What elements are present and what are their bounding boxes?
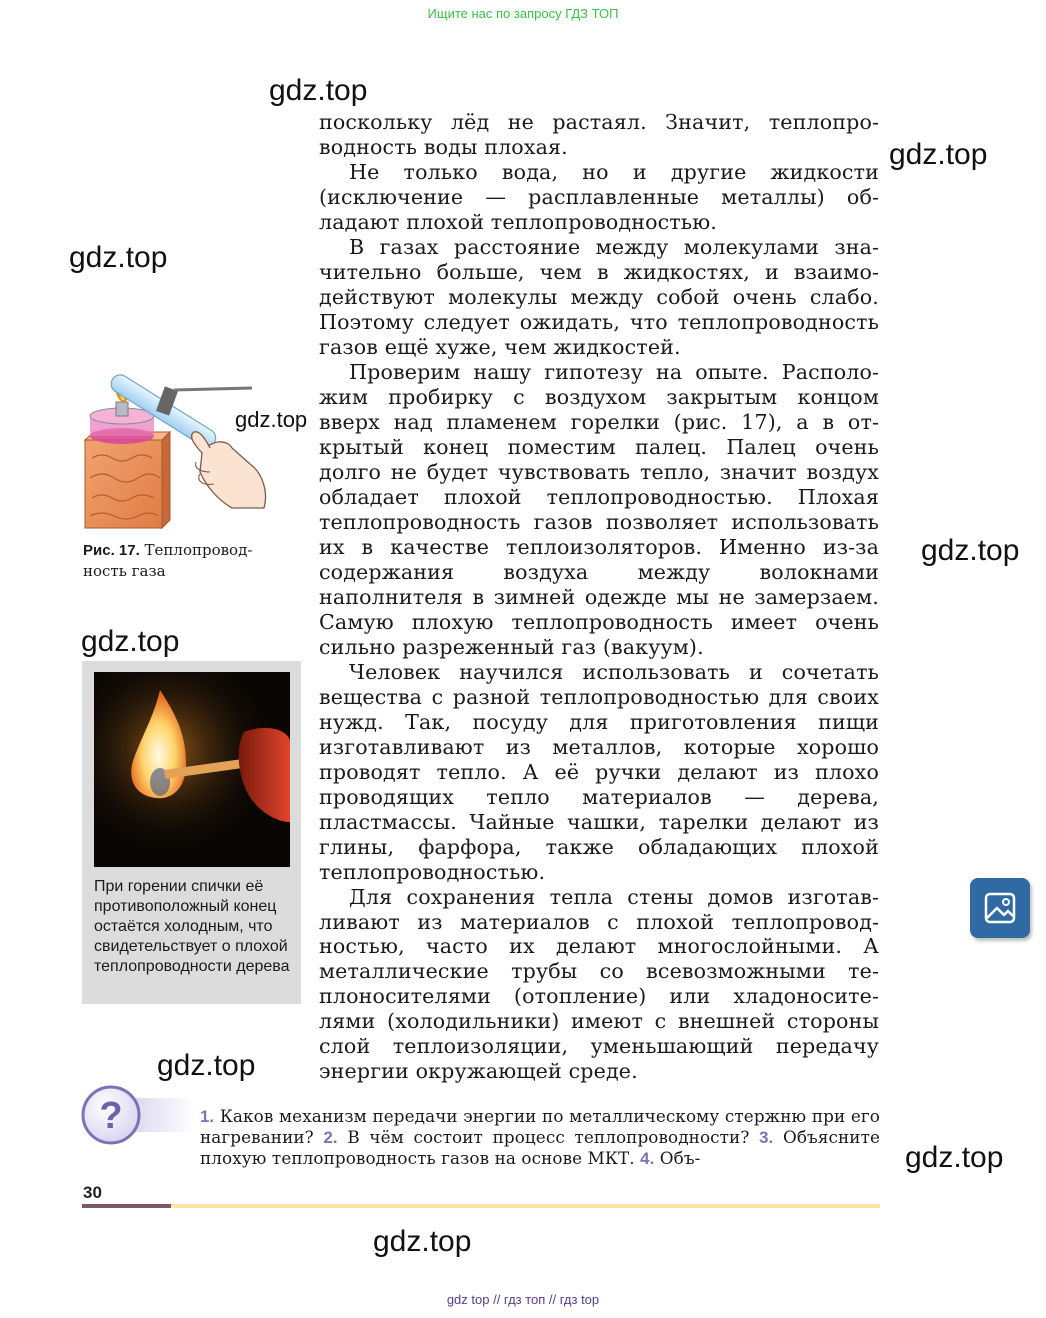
question-number: 4. xyxy=(640,1149,655,1168)
image-icon xyxy=(970,878,1030,938)
main-text xyxy=(319,110,879,1084)
svg-text:?: ? xyxy=(99,1095,123,1137)
question-text: В чём состоит процесс теплопроводности? xyxy=(347,1127,750,1147)
paragraph: В газах расстояние между молекулами значительно больше, чем в жидкостях, и взаимодействуют молекулы между собой очень слабо. Поэтому следует ожидать, что теплопроводность газов ещё хуже, чем жидкостей. xyxy=(319,234,879,359)
match-photo-box xyxy=(82,661,301,1004)
footer-links: gdz top // гдз топ // гдз top xyxy=(446,1292,600,1307)
match-photo xyxy=(94,672,290,867)
watermark: gdz.top xyxy=(373,1225,472,1258)
question-number: 1. xyxy=(200,1107,215,1126)
watermark: gdz.top xyxy=(157,1049,256,1082)
watermark: gdz.top xyxy=(69,241,168,274)
top-banner: Ищите нас по запросу ГДЗ ТОП xyxy=(427,6,619,21)
paragraph: Не только вода, но и другие жидкости (исключение — расплавленные металлы) обладают плохой теплопроводностью. xyxy=(319,159,879,234)
figure-17-caption-text: Теплопроводность газа xyxy=(83,541,253,580)
question-text: Объясните плохую теплопроводность газов на основе МКТ. xyxy=(200,1127,880,1168)
question-text: Объ- xyxy=(659,1148,701,1168)
paragraph: поскольку лёд не растаял. Значит, теплопроводность воды плохая. xyxy=(319,110,879,159)
page-rule xyxy=(171,1204,880,1208)
question-number: 2. xyxy=(323,1128,338,1147)
question-icon xyxy=(80,1084,195,1146)
review-questions xyxy=(200,1106,880,1169)
paragraph: Проверим нашу гипотезу на опыте. Расположим пробирку с воздухом закрытым концом вверх над пламенем горелки (рис. 17), а в открытый конец поместим палец. Палец очень долго не будет чувствовать тепло, значит воздух обладает плохой теплопроводностью. Плохая теплопроводность газов позволяет использовать их в качестве теплоизоляторов. Именно из-за содержания воздуха между волокнами наполнителя в зимней одежде мы не замерзаем. Самую плохую теплопроводность имеет очень сильно разреженный газ (вакуум). xyxy=(319,359,879,659)
paragraph: Для сохранения тепла стены домов изготавливают из материалов с плохой теплопроводностью, часто их делают многослойными. А металлические трубы со всевозможными теплоносителями (отопление) или хладоносителями (холодильники) имеют с внешней стороны слой теплоизоляции, уменьшающий передачу энергии окружающей среде. xyxy=(319,884,879,1084)
paragraph: Человек научился использовать и сочетать вещества с разной теплопроводностью для своих нужд. Так, посуду для приготовления пищи изготавливают из металлов, которые хорошо проводят тепло. А её ручки делают из плохо проводящих тепло материалов — дерева, пластмассы. Чайные чашки, тарелки делают из глины, фарфора, также обладающих плохой теплопроводностью. xyxy=(319,659,879,884)
page-number: 30 xyxy=(83,1183,102,1202)
figure-17-caption xyxy=(83,540,283,581)
gallery-button[interactable] xyxy=(970,878,1030,938)
watermark: gdz.top xyxy=(81,625,180,658)
question-text: Каков механизм передачи энергии по металлическому стержню при его нагревании? xyxy=(200,1106,881,1147)
question-number: 3. xyxy=(759,1128,774,1147)
watermark: gdz.top xyxy=(921,534,1020,567)
page-rule-accent xyxy=(82,1204,171,1208)
figure-17-label: Рис. 17. xyxy=(83,542,140,559)
match-photo-caption: При горении спички её противоположный конец остаётся холодным, что свидетельствует о плохой теплопроводности дерева xyxy=(94,878,290,975)
watermark: gdz.top xyxy=(235,407,308,432)
watermark: gdz.top xyxy=(905,1141,1004,1174)
figure-17-illustration xyxy=(82,368,277,533)
watermark: gdz.top xyxy=(269,74,368,107)
watermark: gdz.top xyxy=(889,138,988,171)
